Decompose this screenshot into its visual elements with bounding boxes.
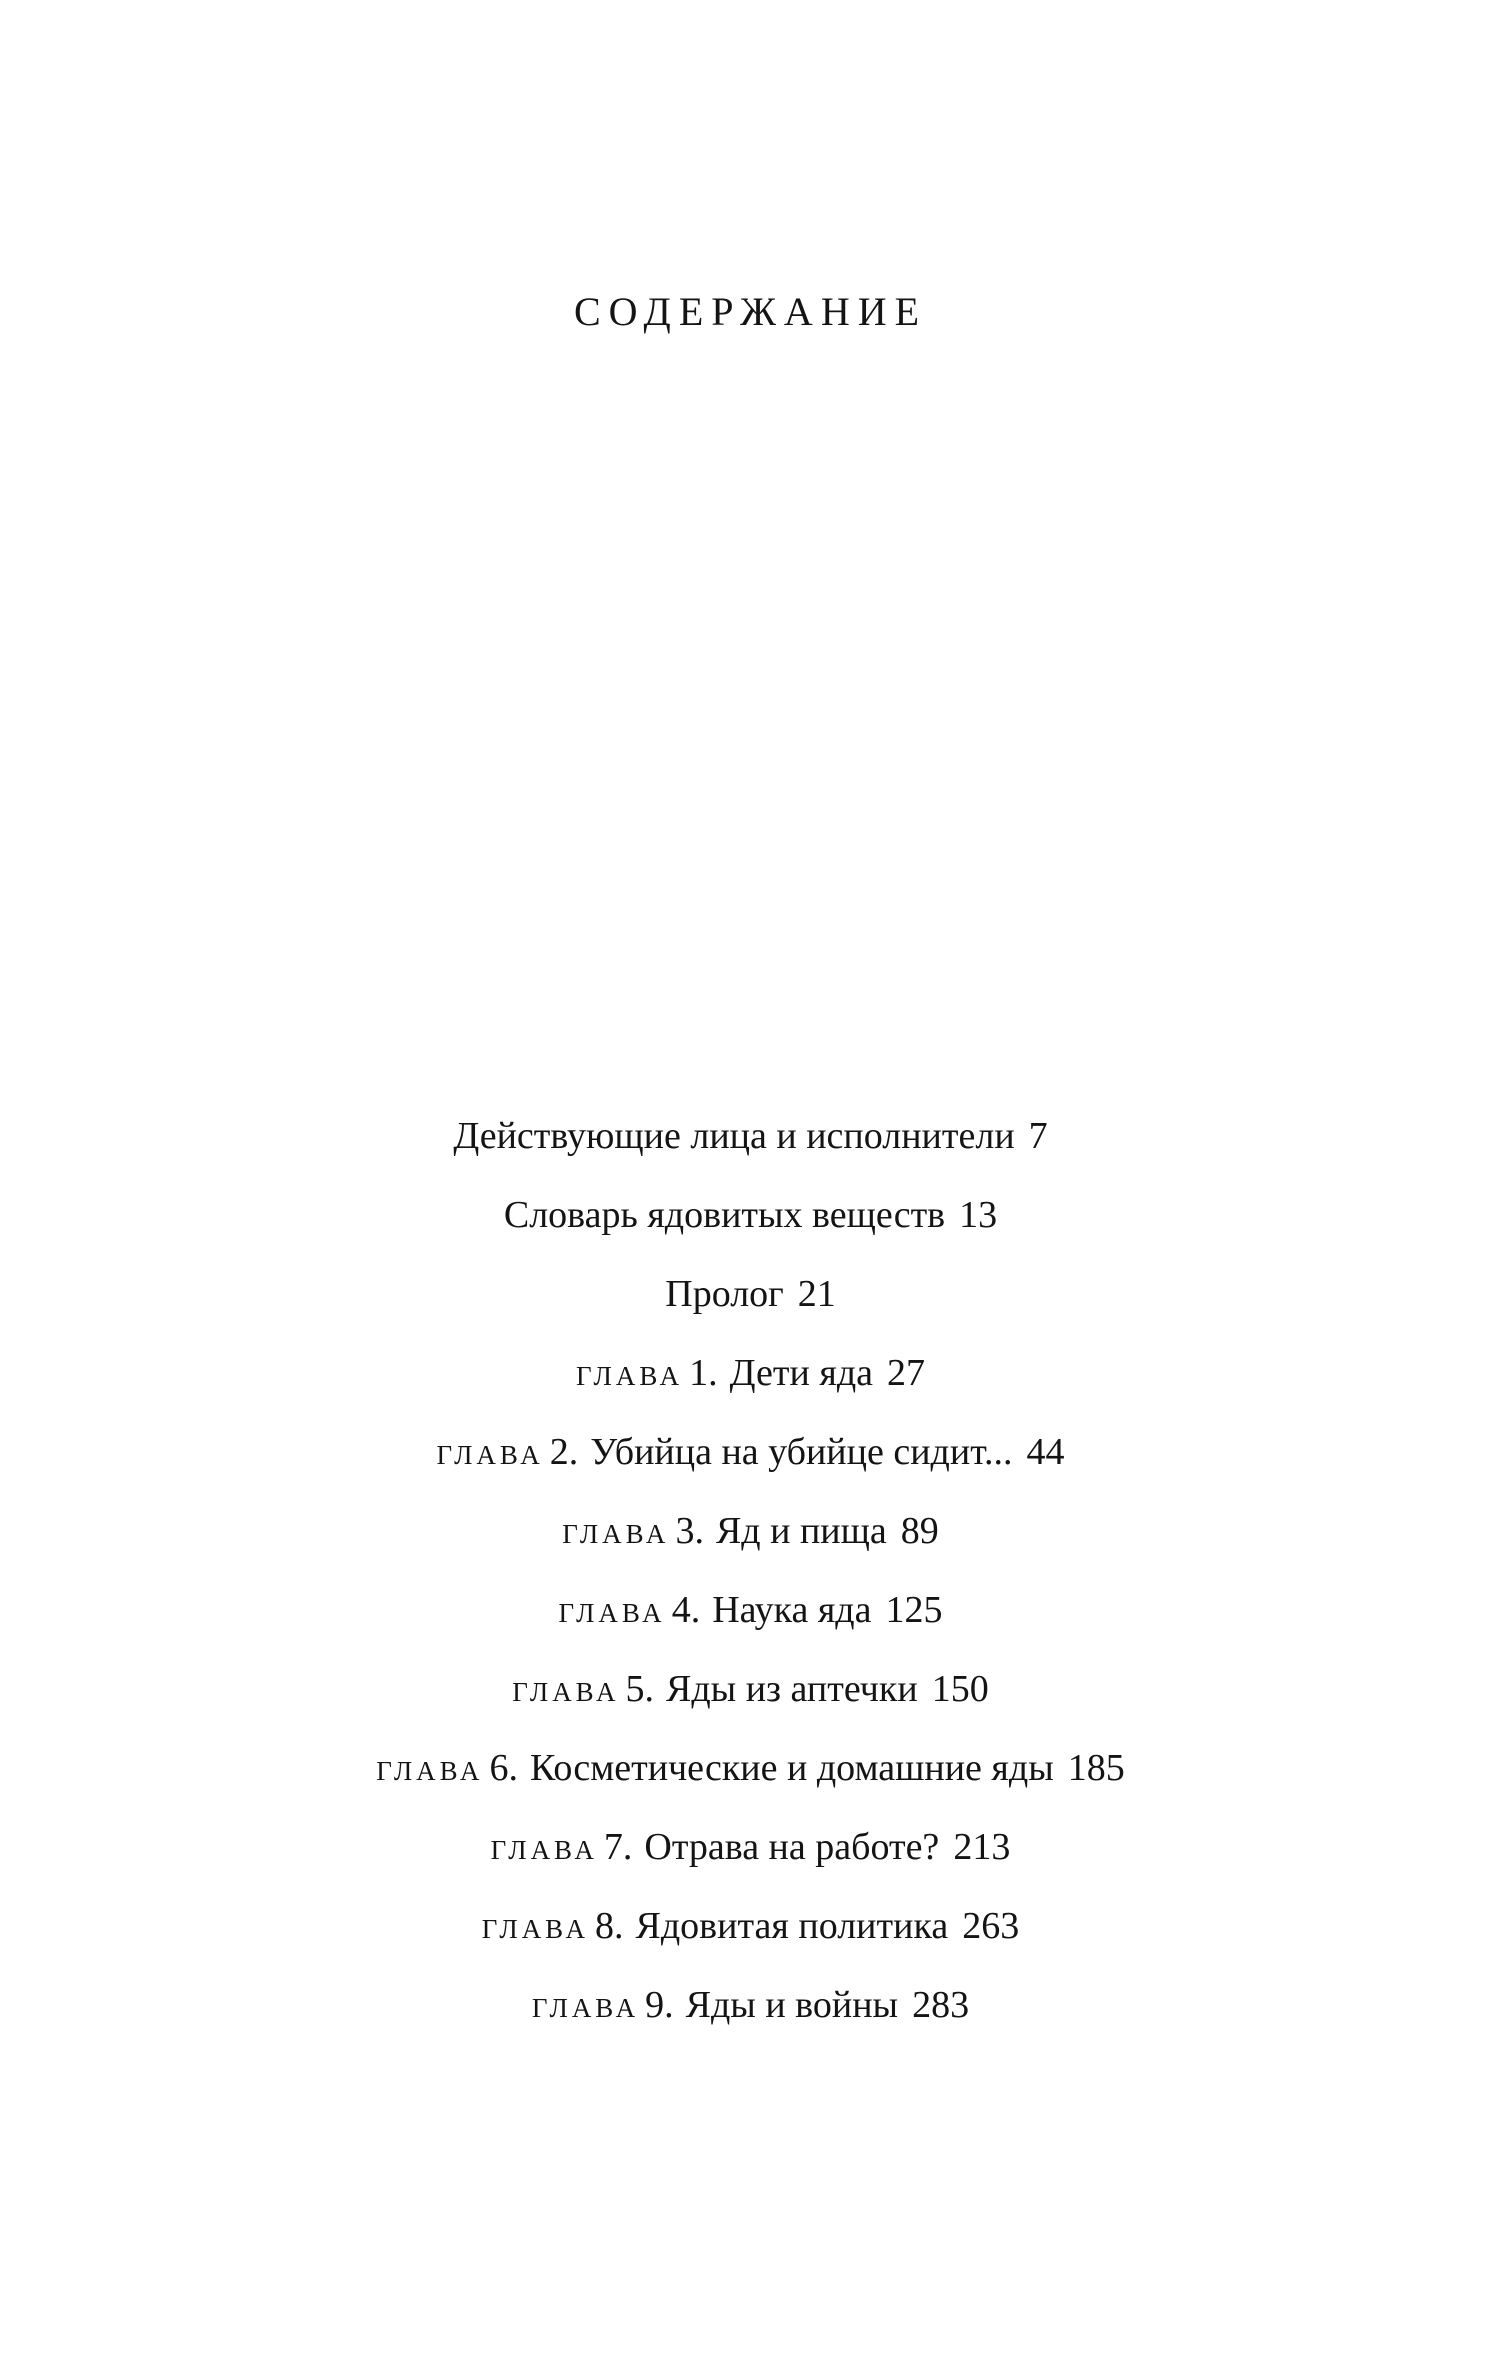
entry-page: 263 [962, 1905, 1020, 1947]
entry-page: 125 [885, 1589, 943, 1631]
chapter-number: 8 [595, 1905, 614, 1947]
chapter-number: 9 [645, 1984, 665, 2026]
toc-entry-chapter-8 [0, 1896, 1501, 1975]
entry-page: 89 [900, 1510, 939, 1552]
chapter-label: ГЛАВА [562, 1519, 670, 1549]
entry-title: Косметические и домашние яды [529, 1747, 1054, 1789]
chapter-label: ГЛАВА [436, 1440, 544, 1470]
separator: . [614, 1905, 624, 1947]
chapter-number: 4 [671, 1589, 691, 1631]
chapter-label: ГЛАВА [575, 1361, 684, 1391]
entry-page: 150 [931, 1668, 989, 1710]
entry-page: 44 [1026, 1431, 1065, 1473]
entry-title: Яды и войны [685, 1984, 899, 2026]
toc-entry-prologue [0, 1264, 1501, 1343]
separator: . [644, 1668, 654, 1710]
separator: . [690, 1589, 701, 1631]
chapter-number: 2 [549, 1431, 569, 1473]
chapter-number: 5 [625, 1668, 645, 1710]
chapter-number: 6 [489, 1747, 509, 1789]
separator: . [708, 1352, 718, 1394]
entry-page: 13 [959, 1194, 998, 1236]
separator: . [622, 1826, 633, 1868]
entry-title: Яд и пища [715, 1510, 887, 1552]
entry-page: 27 [887, 1352, 926, 1394]
entry-page: 213 [953, 1826, 1011, 1868]
toc-entry-chapter-1 [0, 1343, 1501, 1422]
separator: . [664, 1984, 674, 2026]
entry-title: Наука яда [712, 1589, 872, 1631]
page-title: СОДЕРЖАНИЕ [573, 289, 928, 334]
toc-entry-chapter-3 [0, 1501, 1501, 1580]
entry-title: Яды из аптечки [666, 1668, 918, 1710]
entry-page: 21 [797, 1273, 836, 1315]
chapter-label: ГЛАВА [558, 1598, 666, 1628]
chapter-label: ГЛАВА [490, 1835, 598, 1865]
entry-title: Ядовитая политика [635, 1905, 949, 1947]
toc-entry-chapter-6 [0, 1738, 1501, 1817]
toc-entry-chapter-4 [0, 1580, 1501, 1659]
entry-page: 283 [912, 1984, 970, 2026]
chapter-label: ГЛАВА [512, 1677, 620, 1707]
table-of-contents [0, 1106, 1501, 2054]
entry-title: Дети яда [729, 1352, 874, 1394]
entry-title: Действующие лица и исполнители [453, 1115, 1015, 1157]
toc-entry-chapter-7 [0, 1817, 1501, 1896]
separator: . [694, 1510, 704, 1552]
chapter-number: 7 [603, 1826, 623, 1868]
separator: . [508, 1747, 518, 1789]
chapter-label: ГЛАВА [376, 1756, 484, 1786]
toc-entry-chapter-5 [0, 1659, 1501, 1738]
toc-entry-chapter-9 [0, 1975, 1501, 2054]
entry-title: Отрава на работе? [644, 1826, 940, 1868]
chapter-number: 1 [689, 1352, 709, 1394]
entry-title: Пролог [665, 1273, 784, 1315]
entry-title: Словарь ядовитых веществ [503, 1194, 946, 1236]
entry-page: 7 [1028, 1115, 1048, 1157]
toc-entry-dramatis-personae [0, 1106, 1501, 1185]
toc-entry-chapter-2 [0, 1422, 1501, 1501]
chapter-number: 3 [675, 1510, 695, 1552]
entry-title: Убийца на убийце сидит... [590, 1431, 1013, 1473]
chapter-label: ГЛАВА [481, 1914, 589, 1944]
separator: . [568, 1431, 579, 1473]
entry-page: 185 [1067, 1747, 1125, 1789]
toc-entry-glossary [0, 1185, 1501, 1264]
chapter-label: ГЛАВА [531, 1993, 640, 2023]
